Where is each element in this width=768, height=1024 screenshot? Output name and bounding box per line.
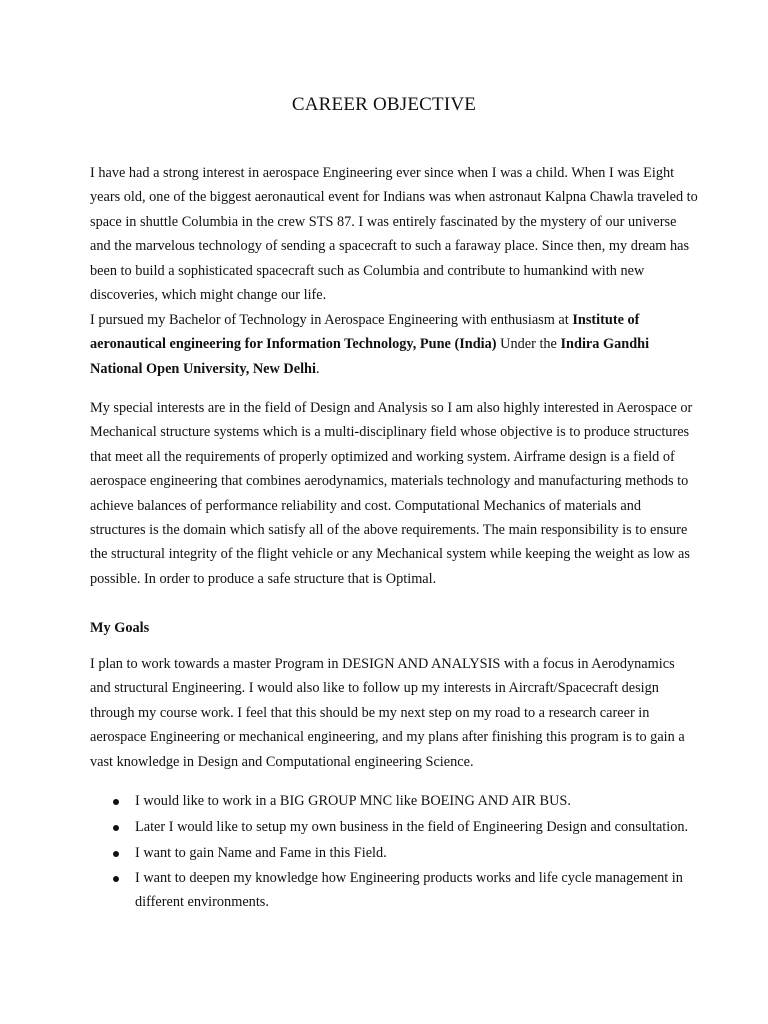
bullet-line: different environments. xyxy=(135,893,269,910)
bullet-icon xyxy=(113,876,119,882)
bullet-line: I would like to work in a BIG GROUP MNC like BOEING AND AIR BUS. xyxy=(135,793,571,809)
paragraph-line xyxy=(90,357,690,381)
paragraph-line: aerospace Engineering or mechanical engineering, and my plans after finishing this program is to gain a xyxy=(90,729,685,746)
education-text: I pursued my Bachelor of Technology in Aerospace Engineering with enthusiasm at xyxy=(90,312,573,328)
goals-paragraph xyxy=(90,652,690,774)
education-paragraph xyxy=(90,308,690,381)
bullet-icon xyxy=(113,825,119,831)
paragraph-line: the structural integrity of the flight vehicle or any Mechanical system while keeping the weight as low as xyxy=(90,546,690,563)
paragraph-line: and the marvelous technology of sending a spacecraft to such a faraway place. Since then, my dream has xyxy=(90,238,690,255)
university-name-cont: National Open University, New Delhi xyxy=(90,360,316,377)
intro-paragraph xyxy=(90,161,698,307)
paragraph-line: through my course work. I feel that this should be my next step on my road to a research career in xyxy=(90,704,650,721)
paragraph-line: My special interests are in the field of Design and Analysis so I am also highly interested in Aerospace or xyxy=(90,400,693,416)
bullet-line: I want to deepen my knowledge how Engineering products works and life cycle management in xyxy=(135,870,683,886)
page-title: CAREER OBJECTIVE xyxy=(291,94,477,115)
bullet-line: Later I would like to setup my own business in the field of Engineering Design and consultation. xyxy=(135,819,689,835)
paragraph-line: years old, one of the biggest aeronautical event for Indians was when astronaut Kalpna Chawla traveled to xyxy=(90,189,698,206)
education-text: . xyxy=(315,360,320,377)
bullet-text xyxy=(135,816,688,840)
paragraph-line: I plan to work towards a master Program in DESIGN AND ANALYSIS with a focus in Aerodynamics xyxy=(90,656,675,672)
paragraph-line: discoveries, which might change our life. xyxy=(90,286,327,303)
bullet-icon xyxy=(113,799,119,805)
institute-name: Institute of xyxy=(572,312,640,328)
bullet-text xyxy=(135,790,571,814)
bullet-line: I want to gain Name and Fame in this Field. xyxy=(135,845,387,861)
bullet-text xyxy=(135,842,387,866)
paragraph-line: Mechanical structure systems which is a multi-disciplinary field whose objective is to produce structures xyxy=(90,424,690,441)
paragraph-line: aerospace engineering that combines aerodynamics, materials technology and manufacturing methods to xyxy=(90,473,689,490)
university-name: Indira Gandhi xyxy=(560,336,650,353)
paragraph-line: achieve balances of performance reliability and cost. Computational Mechanics of materials and xyxy=(90,497,642,514)
paragraph-line: I have had a strong interest in aerospace Engineering ever since when I was a child. When I was Eight xyxy=(90,165,675,181)
paragraph-line: been to build a sophisticated spacecraft such as Columbia and contribute to humankind with new xyxy=(90,262,645,279)
bullet-text xyxy=(135,867,683,914)
paragraph-line xyxy=(90,308,690,332)
interests-paragraph xyxy=(90,396,693,591)
paragraph-line: structures is the domain which satisfy all of the above requirements. The main responsibility is to ensure xyxy=(90,521,688,538)
paragraph-line: space in shuttle Columbia in the crew STS 87. I was entirely fascinated by the mystery of our universe xyxy=(90,213,677,230)
paragraph-line: and structural Engineering. I would also like to follow up my interests in Aircraft/Spacecraft design xyxy=(90,680,659,697)
education-text: Under the xyxy=(496,336,561,353)
paragraph-line: vast knowledge in Design and Computational engineering Science. xyxy=(90,753,474,770)
paragraph-line: possible. In order to produce a safe structure that is Optimal. xyxy=(90,570,437,587)
institute-name-cont: aeronautical engineering for Information Technology, Pune (India) xyxy=(90,336,497,353)
goals-heading: My Goals xyxy=(90,620,150,636)
paragraph-line xyxy=(90,332,690,356)
bullet-icon xyxy=(113,851,119,857)
paragraph-line: that meet all the requirements of properly optimized and working system. Airframe design is a field of xyxy=(90,448,675,465)
